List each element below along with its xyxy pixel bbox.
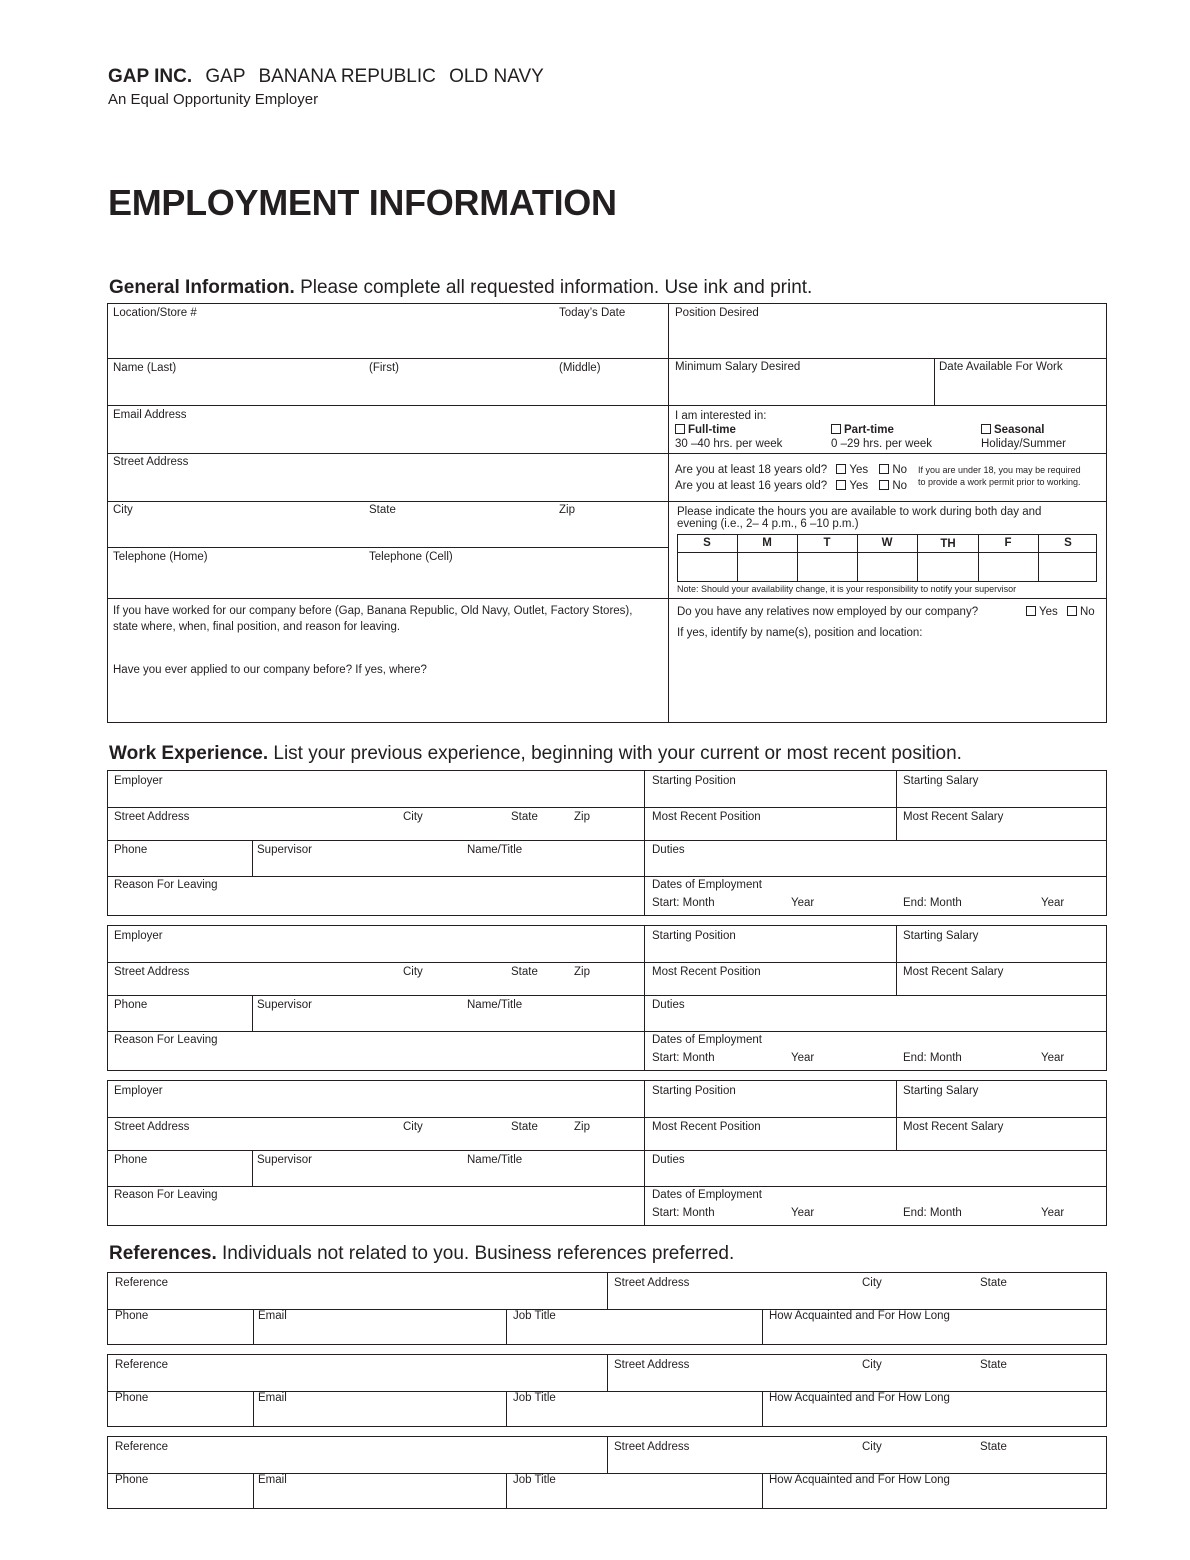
relatives-question: Do you have any relatives now employed by our company? bbox=[677, 606, 979, 618]
recent-salary-field[interactable]: Most Recent Salary bbox=[903, 1121, 1004, 1133]
starting-salary-field[interactable]: Starting Salary bbox=[903, 775, 979, 787]
parttime-checkbox[interactable] bbox=[831, 424, 841, 434]
employer-city-field[interactable]: City bbox=[403, 1121, 423, 1133]
employer-city-field[interactable]: City bbox=[403, 966, 423, 978]
employer-phone-field[interactable]: Phone bbox=[114, 844, 148, 856]
day-friday: F bbox=[1004, 537, 1012, 549]
availability-cell-wed[interactable] bbox=[858, 553, 917, 581]
start-month-field[interactable]: Start: Month bbox=[652, 1052, 715, 1064]
parttime-hours: 0 –29 hrs. per week bbox=[831, 438, 933, 450]
fulltime-hours: 30 –40 hrs. per week bbox=[675, 438, 783, 450]
state-field[interactable]: State bbox=[369, 504, 396, 516]
employer-street-field[interactable]: Street Address bbox=[114, 966, 190, 978]
fulltime-checkbox[interactable] bbox=[675, 424, 685, 434]
hours-instructions-2: evening (i.e., 2– 4 p.m., 6 –10 p.m.) bbox=[677, 518, 859, 530]
company-name: GAP INC. bbox=[108, 66, 193, 87]
availability-cell-mon[interactable] bbox=[738, 553, 797, 581]
reference-job-title-field[interactable]: Job Title bbox=[513, 1474, 556, 1486]
day-sunday: S bbox=[703, 537, 711, 549]
start-year-field[interactable]: Year bbox=[791, 1207, 815, 1219]
supervisor-name-title-field[interactable]: Name/Title bbox=[467, 999, 523, 1011]
phone-home-field[interactable]: Telephone (Home) bbox=[113, 551, 208, 563]
employer-city-field[interactable]: City bbox=[403, 811, 423, 823]
reference-job-title-field[interactable]: Job Title bbox=[513, 1310, 556, 1322]
age16-yes-checkbox[interactable] bbox=[836, 480, 846, 490]
availability-cell-sat[interactable] bbox=[1039, 553, 1096, 581]
day-saturday: S bbox=[1064, 537, 1072, 549]
reference-acquainted-field[interactable]: How Acquainted and For How Long bbox=[769, 1474, 950, 1486]
references-section-heading: References. Individuals not related to you. Business references preferred. bbox=[109, 1243, 735, 1264]
worked-before-question-1: If you have worked for our company before (Gap, Banana Republic, Old Navy, Outlet, Factory Stores), bbox=[113, 605, 633, 617]
age18-no-checkbox[interactable] bbox=[879, 464, 889, 474]
starting-position-field[interactable]: Starting Position bbox=[652, 1085, 736, 1097]
employer-street-field[interactable]: Street Address bbox=[114, 811, 190, 823]
page-title: EMPLOYMENT INFORMATION bbox=[108, 182, 617, 223]
zip-field[interactable]: Zip bbox=[559, 504, 575, 516]
work-section-heading: Work Experience. List your previous experience, beginning with your current or most recent position. bbox=[109, 743, 962, 764]
employer-street-field[interactable]: Street Address bbox=[114, 1121, 190, 1133]
reference-email-field[interactable]: Email bbox=[258, 1474, 287, 1486]
employer-field[interactable]: Employer bbox=[114, 775, 163, 787]
reason-leaving-field[interactable]: Reason For Leaving bbox=[114, 1189, 218, 1201]
employer-phone-field[interactable]: Phone bbox=[114, 999, 148, 1011]
employer-state-field[interactable]: State bbox=[511, 1121, 538, 1133]
reason-leaving-field[interactable]: Reason For Leaving bbox=[114, 1034, 218, 1046]
dates-employment-label: Dates of Employment bbox=[652, 1189, 762, 1201]
relatives-no-checkbox[interactable] bbox=[1067, 606, 1077, 616]
date-available-field[interactable]: Date Available For Work bbox=[939, 361, 1063, 373]
reference-email-field[interactable]: Email bbox=[258, 1392, 287, 1404]
relatives-identify: If yes, identify by name(s), position and location: bbox=[677, 627, 923, 639]
seasonal-checkbox[interactable] bbox=[981, 424, 991, 434]
reference-state-field[interactable]: State bbox=[980, 1277, 1007, 1289]
day-thursday: TH bbox=[940, 538, 956, 550]
interested-in-label: I am interested in: bbox=[675, 410, 767, 422]
supervisor-name-title-field[interactable]: Name/Title bbox=[467, 844, 523, 856]
employer-field[interactable]: Employer bbox=[114, 1085, 163, 1097]
recent-position-field[interactable]: Most Recent Position bbox=[652, 966, 761, 978]
reference-street-field[interactable]: Street Address bbox=[614, 1441, 690, 1453]
supervisor-field[interactable]: Supervisor bbox=[257, 1154, 312, 1166]
seasonal-option[interactable]: Seasonal bbox=[981, 423, 1045, 437]
permit-note-2: to provide a work permit prior to working. bbox=[918, 477, 1081, 487]
duties-field[interactable]: Duties bbox=[652, 999, 685, 1011]
brand-banana-republic: BANANA REPUBLIC bbox=[258, 66, 436, 87]
age16-question: Are you at least 16 years old? Yes No bbox=[675, 480, 908, 492]
employer-zip-field[interactable]: Zip bbox=[574, 966, 590, 978]
brand-gap: GAP bbox=[205, 66, 246, 87]
starting-salary-field[interactable]: Starting Salary bbox=[903, 1085, 979, 1097]
reference-street-field[interactable]: Street Address bbox=[614, 1359, 690, 1371]
recent-salary-field[interactable]: Most Recent Salary bbox=[903, 966, 1004, 978]
todays-date-field[interactable]: Today’s Date bbox=[559, 307, 626, 319]
fulltime-option[interactable]: Full-time bbox=[675, 423, 736, 437]
tagline: An Equal Opportunity Employer bbox=[108, 91, 319, 108]
employer-zip-field[interactable]: Zip bbox=[574, 811, 590, 823]
applied-before-question: Have you ever applied to our company before? If yes, where? bbox=[113, 664, 427, 676]
recent-position-field[interactable]: Most Recent Position bbox=[652, 1121, 761, 1133]
age18-question: Are you at least 18 years old? Yes No bbox=[675, 464, 908, 476]
name-middle-field[interactable]: (Middle) bbox=[559, 362, 601, 374]
reason-leaving-field[interactable]: Reason For Leaving bbox=[114, 879, 218, 891]
name-last-field[interactable]: Name (Last) bbox=[113, 362, 177, 374]
phone-cell-field[interactable]: Telephone (Cell) bbox=[369, 551, 453, 563]
location-store-field[interactable]: Location/Store # bbox=[113, 307, 197, 319]
duties-field[interactable]: Duties bbox=[652, 844, 685, 856]
end-month-field[interactable]: End: Month bbox=[903, 1052, 962, 1064]
availability-note: Note: Should your availability change, it is your responsibility to notify your supervisor bbox=[677, 584, 1017, 594]
start-year-field[interactable]: Year bbox=[791, 897, 815, 909]
starting-position-field[interactable]: Starting Position bbox=[652, 930, 736, 942]
reference-phone-field[interactable]: Phone bbox=[115, 1392, 149, 1404]
permit-note-1: If you are under 18, you may be required bbox=[918, 465, 1081, 475]
employer-state-field[interactable]: State bbox=[511, 966, 538, 978]
age16-no-checkbox[interactable] bbox=[879, 480, 889, 490]
starting-salary-field[interactable]: Starting Salary bbox=[903, 930, 979, 942]
dates-employment-label: Dates of Employment bbox=[652, 879, 762, 891]
reference-city-field[interactable]: City bbox=[862, 1441, 882, 1453]
relatives-answer: Yes No bbox=[1026, 605, 1095, 619]
worked-before-question-2: state where, when, final position, and reason for leaving. bbox=[113, 621, 401, 633]
start-year-field[interactable]: Year bbox=[791, 1052, 815, 1064]
city-field[interactable]: City bbox=[113, 504, 133, 516]
reference-state-field[interactable]: State bbox=[980, 1359, 1007, 1371]
start-month-field[interactable]: Start: Month bbox=[652, 1207, 715, 1219]
availability-cell-tue[interactable] bbox=[798, 553, 857, 581]
supervisor-field[interactable]: Supervisor bbox=[257, 844, 312, 856]
general-section-heading: General Information. Please complete all requested information. Use ink and print. bbox=[109, 277, 813, 298]
end-year-field[interactable]: Year bbox=[1041, 1052, 1065, 1064]
employer-zip-field[interactable]: Zip bbox=[574, 1121, 590, 1133]
reference-acquainted-field[interactable]: How Acquainted and For How Long bbox=[769, 1392, 950, 1404]
duties-field[interactable]: Duties bbox=[652, 1154, 685, 1166]
availability-cell-sun[interactable] bbox=[678, 553, 737, 581]
day-tuesday: T bbox=[823, 537, 831, 549]
recent-position-field[interactable]: Most Recent Position bbox=[652, 811, 761, 823]
day-wednesday: W bbox=[881, 537, 893, 549]
parttime-option[interactable]: Part-time bbox=[831, 423, 894, 437]
dates-employment-label: Dates of Employment bbox=[652, 1034, 762, 1046]
reference-state-field[interactable]: State bbox=[980, 1441, 1007, 1453]
reference-name-field[interactable]: Reference bbox=[115, 1359, 169, 1371]
end-year-field[interactable]: Year bbox=[1041, 897, 1065, 909]
reference-phone-field[interactable]: Phone bbox=[115, 1310, 149, 1322]
brand-old-navy: OLD NAVY bbox=[449, 66, 544, 87]
recent-salary-field[interactable]: Most Recent Salary bbox=[903, 811, 1004, 823]
employer-state-field[interactable]: State bbox=[511, 811, 538, 823]
supervisor-name-title-field[interactable]: Name/Title bbox=[467, 1154, 523, 1166]
reference-name-field[interactable]: Reference bbox=[115, 1277, 169, 1289]
supervisor-field[interactable]: Supervisor bbox=[257, 999, 312, 1011]
end-year-field[interactable]: Year bbox=[1041, 1207, 1065, 1219]
reference-job-title-field[interactable]: Job Title bbox=[513, 1392, 556, 1404]
day-monday: M bbox=[762, 537, 772, 549]
reference-city-field[interactable]: City bbox=[862, 1277, 882, 1289]
reference-phone-field[interactable]: Phone bbox=[115, 1474, 149, 1486]
street-address-field[interactable]: Street Address bbox=[113, 456, 189, 468]
email-field[interactable]: Email Address bbox=[113, 409, 187, 421]
availability-cell-fri[interactable] bbox=[979, 553, 1038, 581]
age18-yes-checkbox[interactable] bbox=[836, 464, 846, 474]
start-month-field[interactable]: Start: Month bbox=[652, 897, 715, 909]
company-header bbox=[108, 66, 544, 88]
starting-position-field[interactable]: Starting Position bbox=[652, 775, 736, 787]
end-month-field[interactable]: End: Month bbox=[903, 897, 962, 909]
employer-phone-field[interactable]: Phone bbox=[114, 1154, 148, 1166]
reference-email-field[interactable]: Email bbox=[258, 1310, 287, 1322]
position-desired-field[interactable]: Position Desired bbox=[675, 307, 759, 319]
relatives-yes-checkbox[interactable] bbox=[1026, 606, 1036, 616]
reference-acquainted-field[interactable]: How Acquainted and For How Long bbox=[769, 1310, 950, 1322]
end-month-field[interactable]: End: Month bbox=[903, 1207, 962, 1219]
employer-field[interactable]: Employer bbox=[114, 930, 163, 942]
hours-instructions-1: Please indicate the hours you are available to work during both day and bbox=[677, 506, 1042, 518]
min-salary-field[interactable]: Minimum Salary Desired bbox=[675, 361, 801, 373]
reference-name-field[interactable]: Reference bbox=[115, 1441, 169, 1453]
availability-cell-thu[interactable] bbox=[918, 553, 978, 581]
reference-city-field[interactable]: City bbox=[862, 1359, 882, 1371]
seasonal-note: Holiday/Summer bbox=[981, 438, 1066, 450]
reference-street-field[interactable]: Street Address bbox=[614, 1277, 690, 1289]
name-first-field[interactable]: (First) bbox=[369, 362, 400, 374]
